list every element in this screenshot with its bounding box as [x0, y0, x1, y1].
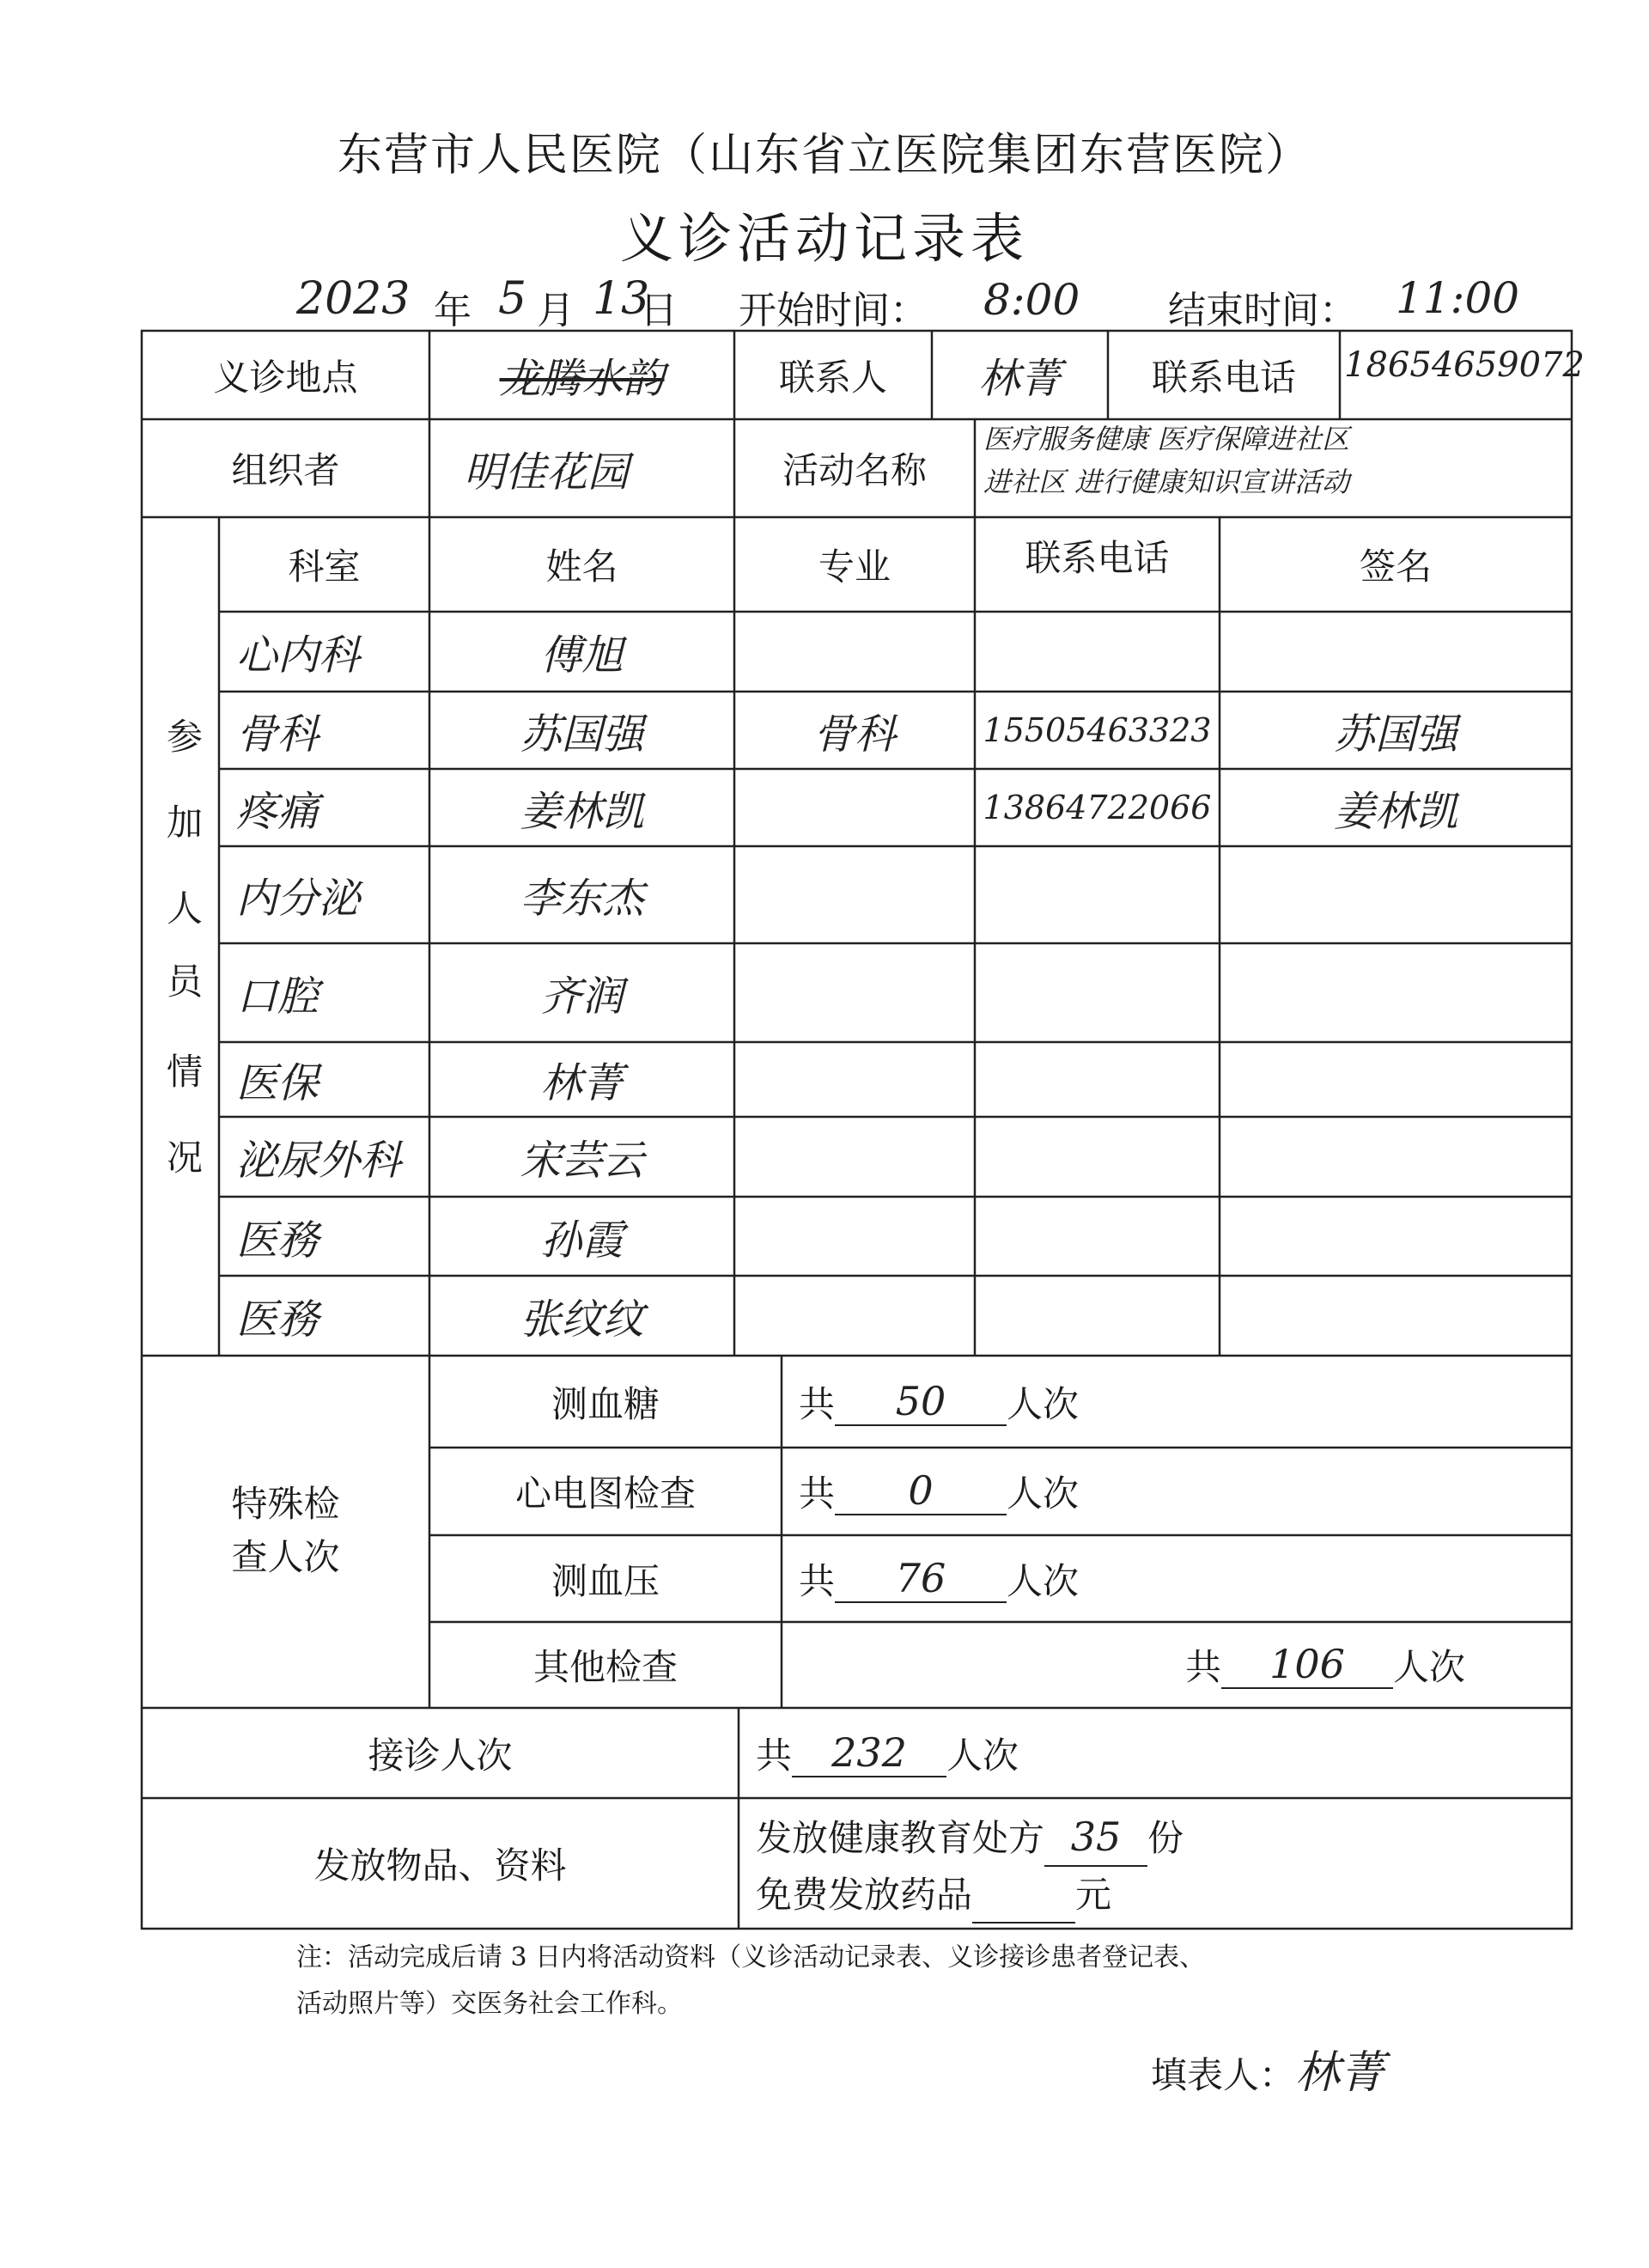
row-name: 苏国强	[520, 710, 644, 759]
count-prefix: 共	[799, 1559, 836, 1602]
materials-label: 发放物品、资料	[313, 1844, 567, 1887]
participants-label-1: 参	[166, 716, 203, 758]
row-name: 齐润	[540, 972, 624, 1021]
free-medicine-amount	[972, 1879, 1075, 1924]
date-month: 5	[498, 273, 527, 325]
row-name: 林菁	[540, 1059, 624, 1107]
date-day-label: 日	[640, 289, 678, 332]
row-name: 李东杰	[520, 875, 644, 923]
row-sign: 苏国强	[1333, 710, 1457, 759]
exam-count-row	[799, 1448, 1280, 1535]
visits-suffix: 人次	[946, 1734, 1019, 1777]
header-major: 专业	[818, 546, 891, 588]
contact-label: 联系人	[778, 356, 887, 399]
header-name: 姓名	[545, 546, 618, 588]
visits-count: 232	[792, 1729, 946, 1777]
form-title: 义诊活动记录表	[619, 207, 1029, 270]
exam-count-row	[799, 1535, 1280, 1622]
filler-label: 填表人：	[1151, 2054, 1296, 2096]
exams-section-label	[142, 1478, 429, 1584]
participants-label-6: 况	[166, 1137, 203, 1179]
row-name: 孙霞	[540, 1216, 624, 1265]
visits-label: 接诊人次	[368, 1734, 513, 1777]
end-time-label: 结束时间：	[1168, 289, 1357, 332]
row-dept: 泌尿外科	[236, 1137, 402, 1185]
row-phone: 15505463323	[983, 711, 1212, 749]
exam-label: 其他检查	[532, 1646, 678, 1688]
row-name: 傅旭	[540, 631, 624, 680]
row-major: 骨科	[812, 710, 896, 759]
health-prescription-count: 35	[1044, 1808, 1147, 1867]
row-dept: 医保	[236, 1059, 319, 1107]
row-dept: 疼痛	[236, 787, 319, 836]
header-dept: 科室	[288, 546, 361, 588]
exam-count-row	[799, 1356, 1280, 1448]
row-sign: 姜林凯	[1333, 787, 1457, 836]
exam-label: 测血糖	[551, 1382, 660, 1425]
count-suffix: 人次	[1007, 1559, 1080, 1602]
exam-count: 50	[835, 1378, 1007, 1426]
exam-count: 106	[1221, 1641, 1393, 1689]
participants-label-3: 人	[166, 887, 203, 930]
date-month-label: 月	[537, 289, 575, 332]
activity-value	[983, 418, 1572, 503]
count-prefix: 共	[1185, 1646, 1222, 1688]
organizer-label: 组织者	[231, 449, 340, 491]
activity-value-line2: 进社区 进行健康知识宣讲活动	[983, 466, 1350, 498]
materials-line2	[756, 1867, 1184, 1924]
row-name: 宋芸云	[520, 1137, 644, 1185]
note-line2: 活动照片等）交医务社会工作科。	[296, 1989, 683, 2019]
phone-value: 18654659072	[1344, 345, 1585, 385]
row-dept: 心内科	[236, 631, 361, 680]
exam-count-row	[1185, 1622, 1563, 1708]
row-dept: 内分泌	[236, 875, 361, 923]
organizer-value: 明佳花园	[464, 448, 630, 497]
count-suffix: 人次	[1007, 1382, 1080, 1425]
start-time-label: 开始时间：	[739, 289, 928, 332]
header-sign: 签名	[1359, 546, 1432, 588]
count-suffix: 人次	[1393, 1646, 1466, 1688]
date-year-label: 年	[434, 289, 472, 332]
visits-prefix: 共	[756, 1734, 793, 1777]
activity-value-line1: 医疗服务健康 医疗保障进社区	[983, 423, 1350, 455]
health-prescription-unit: 份	[1147, 1817, 1184, 1859]
exam-label: 测血压	[551, 1559, 660, 1602]
row-dept: 医務	[236, 1216, 319, 1265]
health-prescription-label: 发放健康教育处方	[756, 1817, 1045, 1859]
location-value: 龙腾水韵	[499, 355, 665, 403]
participants-label-2: 加	[166, 802, 203, 844]
note-line1: 注：活动完成后请 3 日内将活动资料（义诊活动记录表、义诊接诊患者登记表、	[296, 1942, 1206, 1972]
visits-count-row	[756, 1708, 1271, 1798]
activity-label: 活动名称	[782, 449, 927, 491]
row-name: 姜林凯	[520, 787, 644, 836]
participants-label-5: 情	[166, 1051, 203, 1093]
exam-label: 心电图检查	[514, 1472, 696, 1515]
free-medicine-unit: 元	[1075, 1874, 1112, 1916]
exam-count: 76	[835, 1555, 1007, 1603]
row-phone: 13864722066	[983, 789, 1212, 826]
row-dept: 骨科	[236, 710, 319, 759]
filler	[1151, 2036, 1384, 2100]
header-phone: 联系电话	[1025, 537, 1170, 579]
contact-value: 林菁	[978, 355, 1062, 403]
exam-count: 0	[835, 1467, 1007, 1515]
start-time-value: 8:00	[983, 275, 1080, 325]
footer-note	[296, 1935, 1516, 2027]
hospital-title: 东营市人民医院（山东省立医院集团东营医院）	[337, 130, 1311, 181]
filler-signature: 林菁	[1295, 2047, 1385, 2099]
count-prefix: 共	[799, 1472, 836, 1515]
count-suffix: 人次	[1007, 1472, 1080, 1515]
count-prefix: 共	[799, 1382, 836, 1425]
participants-label-4: 员	[166, 960, 203, 1003]
materials-line1	[756, 1808, 1184, 1867]
row-dept: 医務	[236, 1296, 319, 1344]
end-time-value: 11:00	[1396, 273, 1520, 323]
exams-label-line1: 特殊检	[231, 1483, 340, 1525]
phone-label: 联系电话	[1151, 356, 1296, 399]
location-label: 义诊地点	[213, 356, 358, 399]
free-medicine-label: 免费发放药品	[756, 1874, 973, 1916]
exams-label-line2: 查人次	[231, 1536, 340, 1578]
row-name: 张纹纹	[520, 1296, 644, 1344]
materials-details	[756, 1808, 1184, 1924]
date-day: 13	[593, 273, 650, 325]
date-year: 2023	[296, 273, 411, 325]
row-dept: 口腔	[236, 972, 319, 1021]
